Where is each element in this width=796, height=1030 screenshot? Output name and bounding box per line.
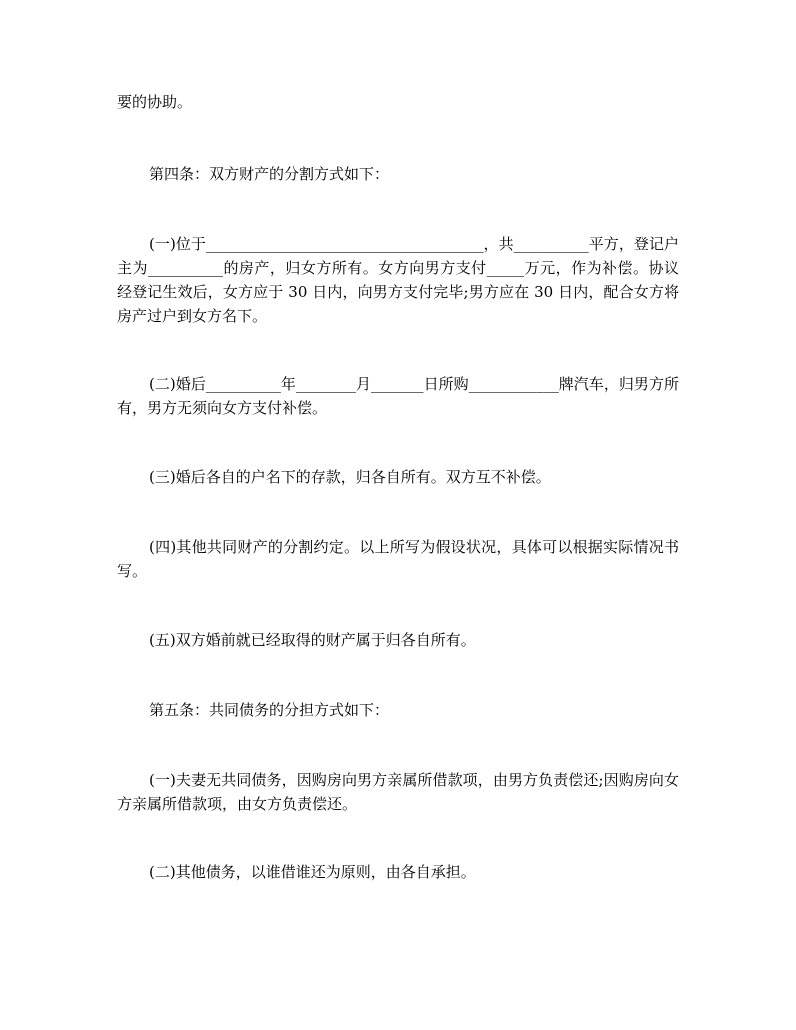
article-5-clause-2: (二)其他债务，以谁借谁还为原则，由各自承担。 — [149, 863, 476, 881]
article-4-clause-3: (三)婚后各自的户名下的存款，归各自所有。双方互不补偿。 — [149, 468, 551, 486]
article-4-clause-4: (四)其他共同财产的分割约定。以上所写为假设状况，具体可以根据实际情况书写。 — [117, 538, 679, 580]
article-5-clause-1: (一)夫妻无共同债务，因购房向男方亲属所借款项，由男方负责偿还;因购房向女方亲属所借款项，由女方负责偿还。 — [117, 771, 679, 813]
article-4-clause-5: (五)双方婚前就已经取得的财产属于归各自所有。 — [149, 631, 476, 649]
article-4-clause-1: (一)位于_____________________________________，共__________平方，登记户主为__________的房产，归女方所有。女方向男方支付_____万元，作为补偿。协议经登记生效后，女方应于 30 日内，向男方支付完毕;男方应在 30 日内，配合女方将房产过户到女方名下。 — [117, 235, 679, 325]
article-4-heading: 第四条：双方财产的分割方式如下： — [149, 165, 390, 183]
article-4-clause-2: (二)婚后__________年________月_______日所购____________牌汽车，归男方所有，男方无须向女方支付补偿。 — [117, 375, 679, 417]
paragraph-continuation: 要的协助。 — [117, 93, 193, 111]
article-5-heading: 第五条：共同债务的分担方式如下： — [149, 701, 390, 719]
